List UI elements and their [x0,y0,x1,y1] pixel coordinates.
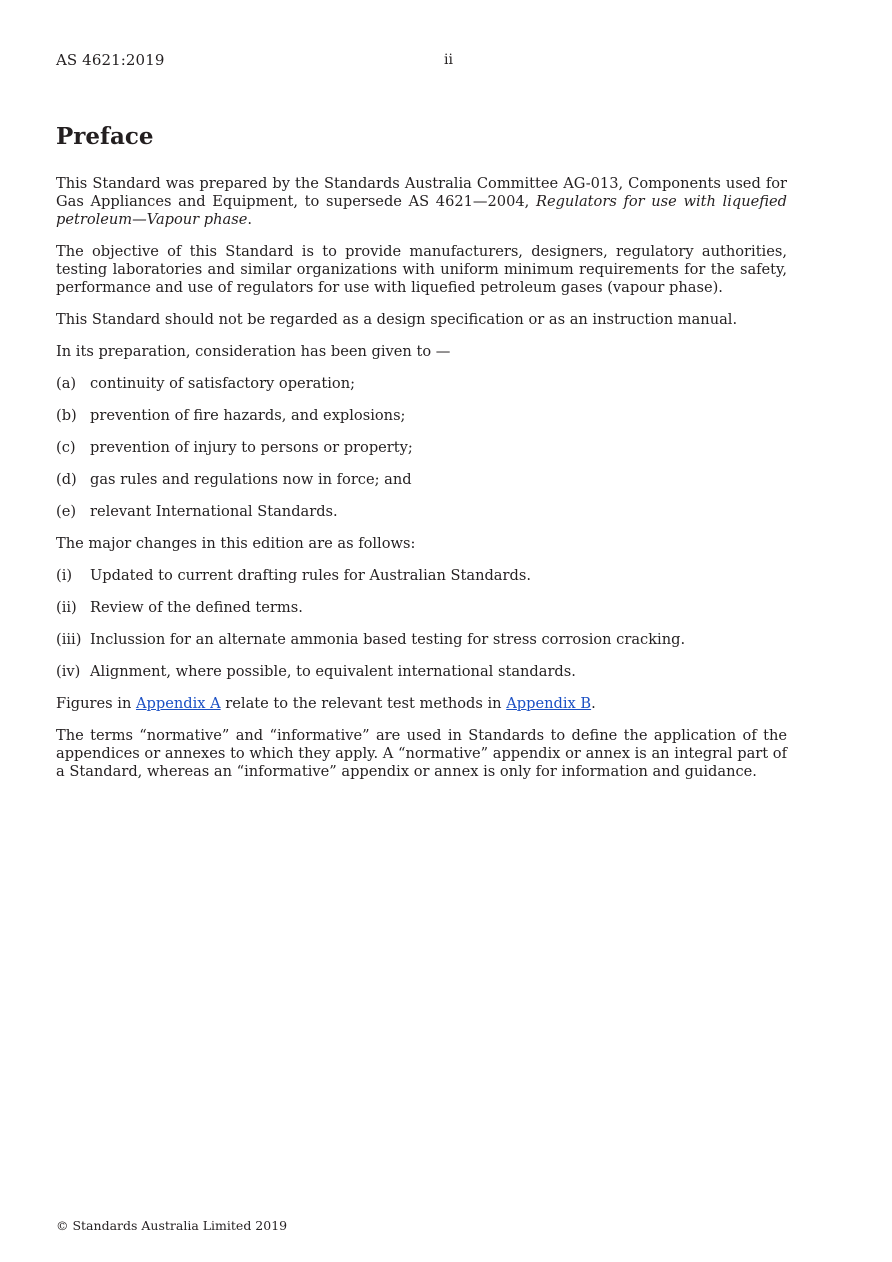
list-marker: (d) [56,471,77,488]
list-item [56,439,787,457]
intro-end: . [247,211,252,228]
page-number: ii [444,52,453,68]
copyright-notice: © Standards Australia Limited 2019 [56,1218,288,1233]
list-text: prevention of injury to persons or property; [90,439,413,456]
list-marker: (e) [56,503,77,520]
superseded-title: Regulators for use with liquefied petroleum—Vapour phase [56,193,787,228]
list-item [56,471,787,489]
preface-body [56,175,787,795]
considerations-list [56,375,787,521]
design-spec-paragraph: This Standard should not be regarded as a design specification or as an instruction manual. [56,311,738,328]
list-item [56,567,787,585]
list-text: prevention of fire hazards, and explosions; [90,407,406,424]
list-marker: (ii) [56,599,77,616]
list-text: Inclussion for an alternate ammonia based testing for stress corrosion cracking. [90,631,686,648]
intro-text: This Standard was prepared by the Standards Australia Committee AG-013, Components used for Gas Appliances and Equipment, to supersede AS 4621—2004, [56,175,787,210]
changes-list [56,567,787,681]
list-text: gas rules and regulations now in force; and [90,471,412,488]
page-title: Preface [56,123,154,150]
list-marker: (i) [56,567,73,584]
appendix-a-link[interactable]: Appendix A [135,695,221,712]
list-item [56,375,787,393]
figures-text: relate to the relevant test methods in [220,695,507,712]
list-text: continuity of satisfactory operation; [90,375,356,392]
list-item [56,503,787,521]
figures-text: . [591,695,596,712]
list-item [56,631,787,649]
figures-paragraph [56,695,787,713]
figures-text: Figures in [56,695,136,712]
list-item [56,663,787,681]
list-text: relevant International Standards. [90,503,338,520]
list-text: Alignment, where possible, to equivalent international standards. [90,663,576,680]
consideration-intro: In its preparation, consideration has been given to — [56,343,451,360]
list-text: Review of the defined terms. [90,599,303,616]
appendix-b-link[interactable]: Appendix B [506,695,592,712]
list-text: Updated to current drafting rules for Australian Standards. [90,567,531,584]
changes-intro: The major changes in this edition are as follows: [56,535,416,552]
list-marker: (a) [56,375,77,392]
list-marker: (b) [56,407,77,424]
terms-paragraph: The terms “normative” and “informative” are used in Standards to define the application of the appendices or annexes to which they apply. A “normative” appendix or annex is an integral part of a Standard, whereas an “informative” appendix or annex is only for information and guidance. [56,727,787,780]
list-marker: (iii) [56,631,82,648]
objective-paragraph: The objective of this Standard is to provide manufacturers, designers, regulatory authorities, testing laboratories and similar organizations with uniform minimum requirements for the safety, performance and use of regulators for use with liquefied petroleum gases (vapour phase). [56,243,787,296]
standard-number: AS 4621:2019 [56,51,165,69]
intro-paragraph [56,175,787,229]
list-item [56,407,787,425]
list-marker: (c) [56,439,76,456]
list-item [56,599,787,617]
list-marker: (iv) [56,663,81,680]
